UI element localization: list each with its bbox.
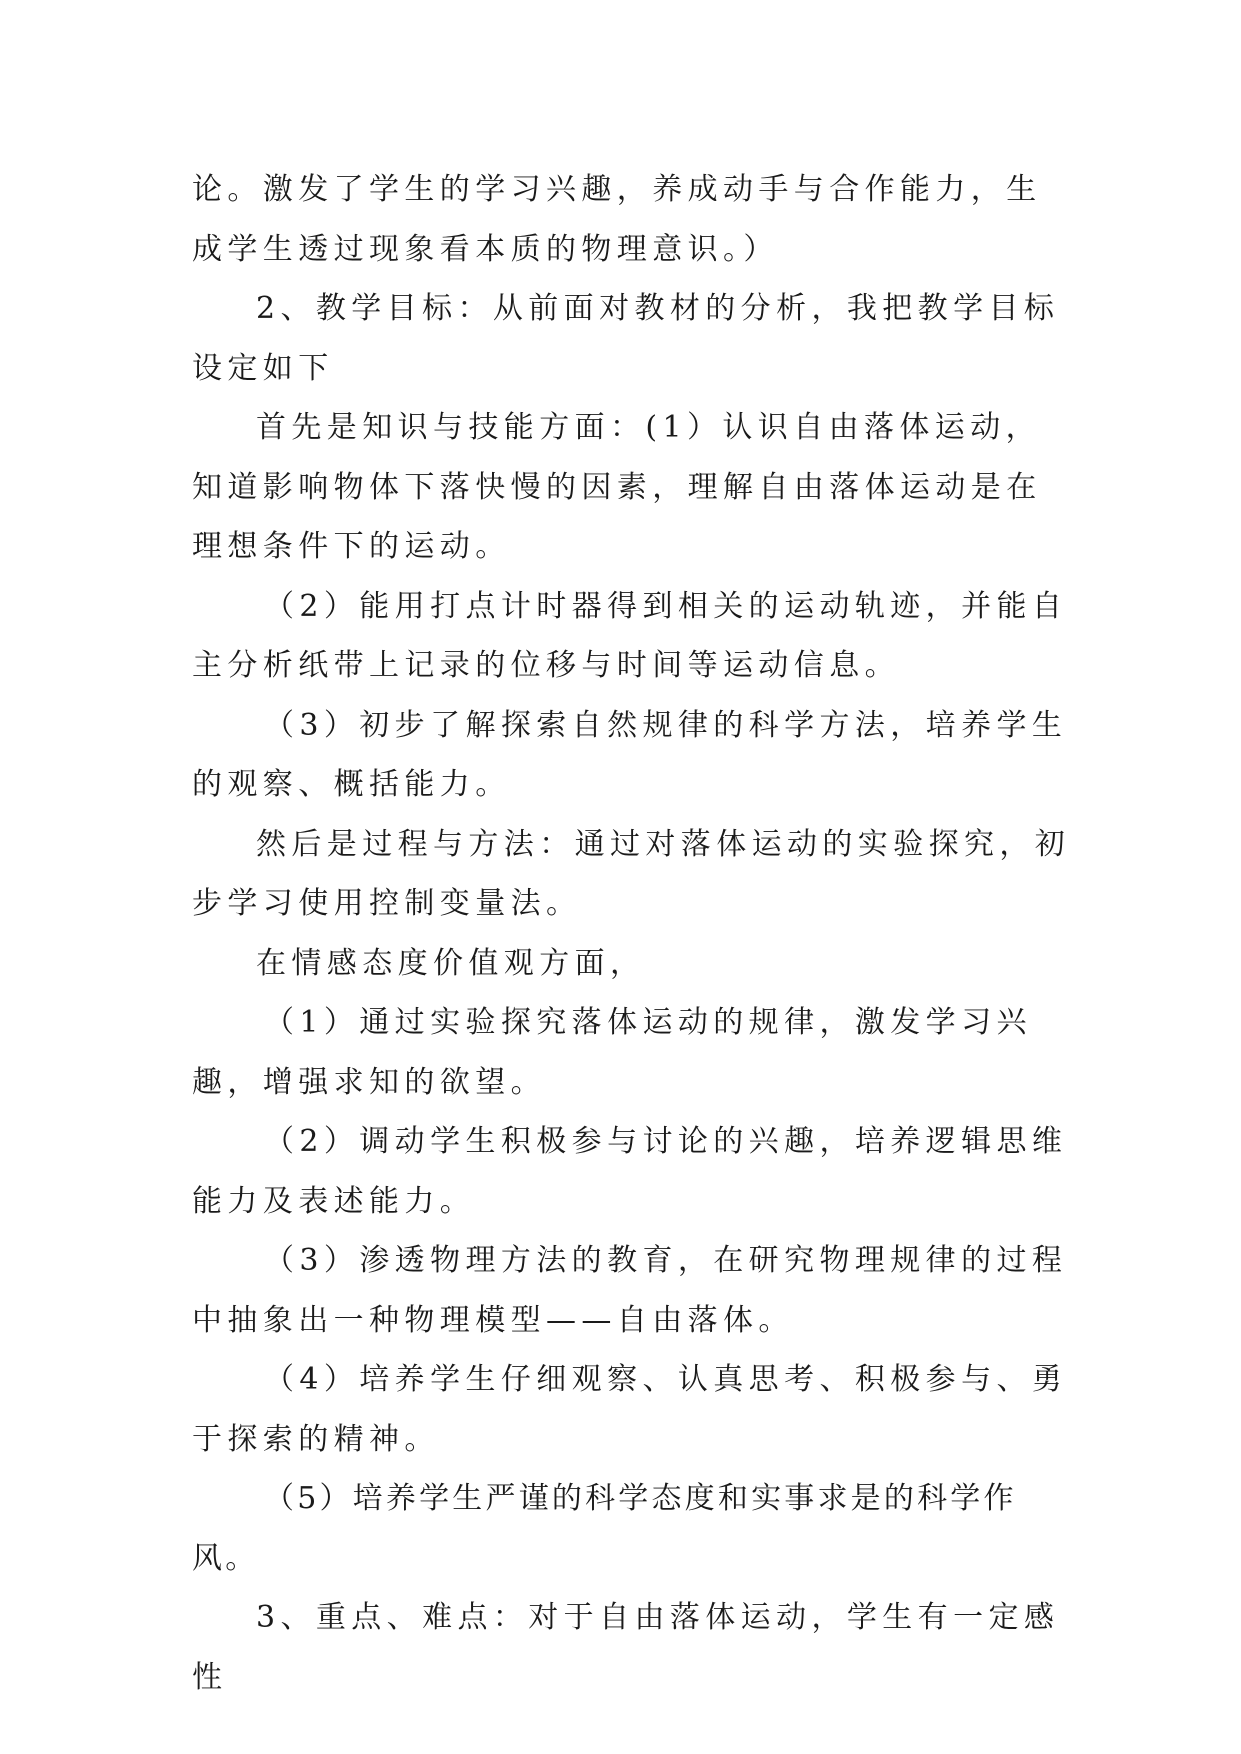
- paragraph-item-2: （2）能用打点计时器得到相关的运动轨迹，并能自主分析纸带上记录的位移与时间等运动信息。: [192, 588, 1068, 683]
- paragraph-emotion-item-1: （1）通过实验探究落体运动的规律，激发学习兴趣，增强求知的欲望。: [192, 1005, 1032, 1100]
- paragraph-emotion-item-5: （5）培养学生严谨的科学态度和实事求是的科学作风。: [192, 1481, 1017, 1576]
- paragraph-knowledge-skills: 首先是知识与技能方面：(1）认识自由落体运动，知道影响物体下落快慢的因素，理解自由落体运动是在理想条件下的运动。: [192, 410, 1042, 564]
- paragraph-1: 论。激发了学生的学习兴趣，养成动手与合作能力，生成学生透过现象看本质的物理意识。）: [192, 172, 1042, 267]
- paragraph-process-method: 然后是过程与方法：通过对落体运动的实验探究，初步学习使用控制变量法。: [192, 826, 1071, 921]
- paragraph-item-3: （3）初步了解探索自然规律的科学方法，培养学生的观察、概括能力。: [192, 707, 1068, 802]
- paragraph-key-points: 3、重点、难点：对于自由落体运动，学生有一定感性: [192, 1600, 1060, 1695]
- paragraph-teaching-goals: 2、教学目标：从前面对教材的分析，我把教学目标设定如下: [192, 291, 1060, 386]
- document-body: [192, 160, 1072, 1707]
- paragraph-emotion-item-3: （3）渗透物理方法的教育，在研究物理规律的过程中抽象出一种物理模型——自由落体。: [192, 1243, 1068, 1338]
- paragraph-emotion-item-4: （4）培养学生仔细观察、认真思考、积极参与、勇于探索的精神。: [192, 1362, 1068, 1457]
- paragraph-emotion-values: 在情感态度价值观方面，: [256, 945, 646, 981]
- paragraph-emotion-item-2: （2）调动学生积极参与讨论的兴趣，培养逻辑思维能力及表述能力。: [192, 1124, 1068, 1219]
